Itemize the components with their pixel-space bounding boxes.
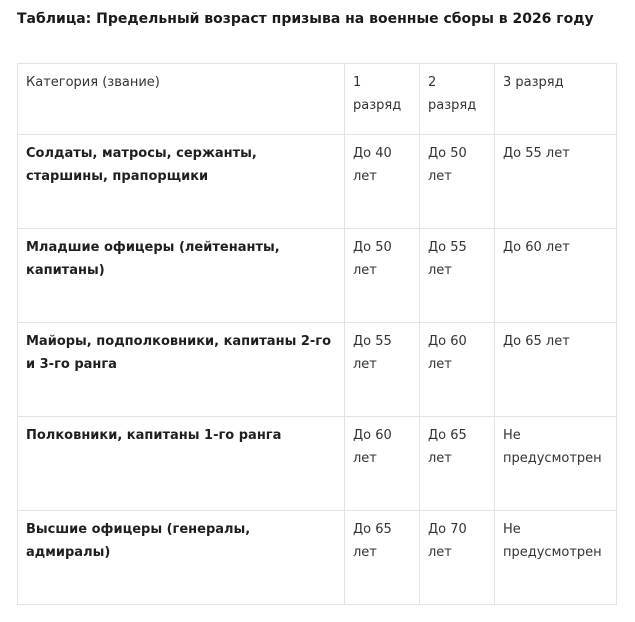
table-row xyxy=(18,511,617,605)
table-row xyxy=(18,229,617,323)
header-rank-3: 3 разряд xyxy=(495,64,617,135)
rank-1-cell: До 65 лет xyxy=(345,511,420,605)
table-row xyxy=(18,417,617,511)
category-cell: Высшие офицеры (генералы, адмиралы) xyxy=(18,511,345,605)
category-cell: Майоры, подполковники, капитаны 2-го и 3-го ранга xyxy=(18,323,345,417)
rank-3-cell: До 55 лет xyxy=(495,135,617,229)
rank-2-cell: До 60 лет xyxy=(420,323,495,417)
rank-2-cell: До 70 лет xyxy=(420,511,495,605)
rank-1-cell: До 55 лет xyxy=(345,323,420,417)
table-title: Таблица: Предельный возраст призыва на военные сборы в 2026 году xyxy=(17,11,594,27)
rank-3-cell: До 60 лет xyxy=(495,229,617,323)
rank-3-cell: До 65 лет xyxy=(495,323,617,417)
rank-1-cell: До 60 лет xyxy=(345,417,420,511)
header-rank-1: 1 разряд xyxy=(345,64,420,135)
category-cell: Полковники, капитаны 1-го ранга xyxy=(18,417,345,511)
rank-3-cell: Не предусмотрен xyxy=(495,511,617,605)
rank-2-cell: До 55 лет xyxy=(420,229,495,323)
rank-3-cell: Не предусмотрен xyxy=(495,417,617,511)
rank-1-cell: До 40 лет xyxy=(345,135,420,229)
table-header-row xyxy=(18,64,617,135)
table-row xyxy=(18,323,617,417)
table-row xyxy=(18,135,617,229)
age-limits-table xyxy=(17,63,617,605)
rank-2-cell: До 50 лет xyxy=(420,135,495,229)
header-category: Категория (звание) xyxy=(18,64,345,135)
category-cell: Младшие офицеры (лейтенанты, капитаны) xyxy=(18,229,345,323)
rank-1-cell: До 50 лет xyxy=(345,229,420,323)
category-cell: Солдаты, матросы, сержанты, старшины, прапорщики xyxy=(18,135,345,229)
header-rank-2: 2 разряд xyxy=(420,64,495,135)
rank-2-cell: До 65 лет xyxy=(420,417,495,511)
